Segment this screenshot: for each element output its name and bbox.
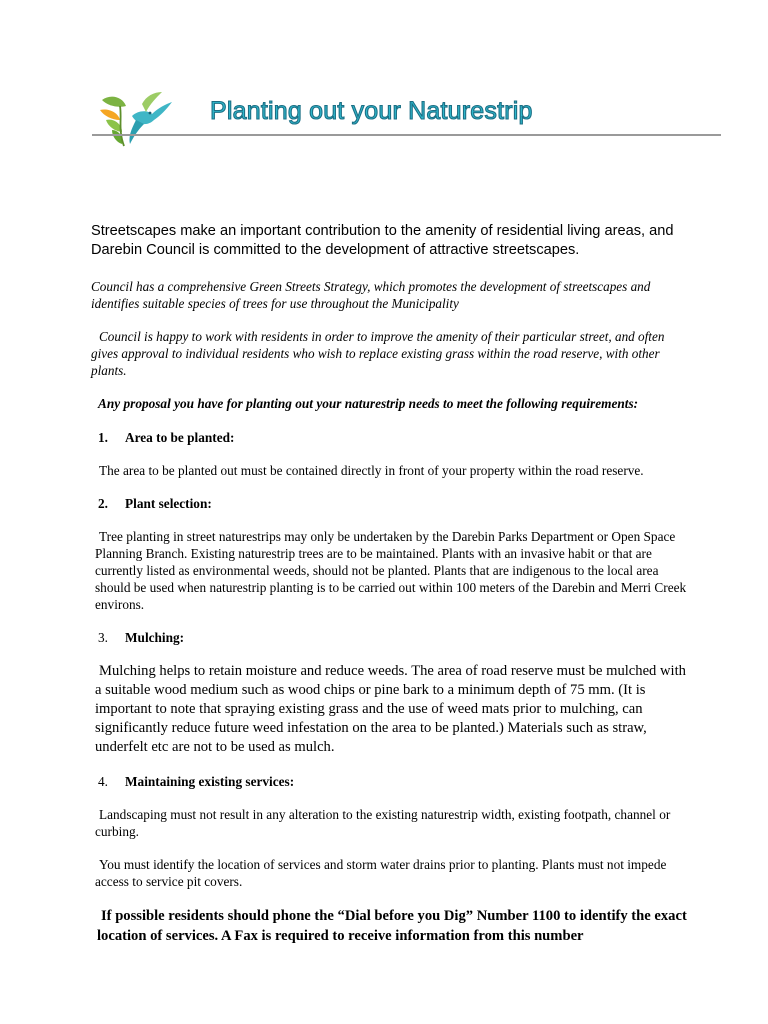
strategy-paragraph: Council has a comprehensive Green Streets Strategy, which promotes the development of streetscapes and identifies suitable species of trees for use throughout the Municipality (91, 279, 651, 311)
section-paragraph: You must identify the location of services and storm water drains prior to planting. Plants must not impede access to service pit covers. (95, 857, 667, 889)
section-title: Maintaining existing services: (125, 774, 295, 789)
council-happy-paragraph: Council is happy to work with residents in order to improve the amenity of their particular street, and often gives approval to individual residents who wish to replace existing grass within the road reserve, with other plants. (91, 329, 665, 378)
section-paragraph: Landscaping must not result in any alteration to the existing naturestrip width, existing footpath, channel or curbing. (95, 807, 671, 839)
document-header (92, 86, 721, 156)
section-paragraph: Mulching helps to retain moisture and reduce weeds. The area of road reserve must be mulched with a suitable wood medium such as wood chips or pine bark to a minimum depth of 75 mm. (It is important to note that spraying existing grass and the use of weed mats prior to mulching, can significantly reduce future weed infestation on the area to be planted.) Materials such as straw, underfelt etc are not to be used as mulch. (95, 663, 686, 755)
page-title: Planting out your Naturestrip (210, 97, 533, 125)
closing-paragraph: If possible residents should phone the “Dial before you Dig” Number 1100 to identify the exact location of services. A Fax is required to receive information from this number (97, 908, 687, 944)
section-paragraph: Tree planting in street naturestrips may only be undertaken by the Darebin Parks Department or Open Space Planning Branch. Existing naturestrip trees are to be maintained. Plants with an invasive habit or that are currently listed as environmental weeds, should not be planted. Plants that are indigenous to the local area should be used when naturestrip planting is to be carried out within 100 meters of the Darebin and Merri Creek environs. (95, 529, 687, 612)
bird-leaf-logo-icon (92, 86, 174, 156)
section-number: 2. (98, 496, 108, 511)
section-title: Mulching: (125, 630, 185, 645)
section-number: 4. (98, 774, 108, 789)
document-body (91, 222, 691, 946)
requirements-intro: Any proposal you have for planting out your naturestrip needs to meet the following requirements: (98, 396, 639, 411)
intro-paragraph: Streetscapes make an important contribution to the amenity of residential living areas, and Darebin Council is committed to the development of attractive streetscapes. (91, 223, 674, 258)
header-divider (92, 134, 721, 136)
section-heading-services (98, 773, 691, 790)
section-heading-plant-selection (98, 495, 691, 512)
section-paragraph: The area to be planted out must be contained directly in front of your property within the road reserve. (99, 463, 644, 478)
section-number: 1. (98, 430, 108, 445)
section-heading-area (98, 429, 691, 446)
section-title: Plant selection: (125, 496, 212, 511)
section-title: Area to be planted: (125, 430, 235, 445)
section-heading-mulching (98, 629, 691, 646)
section-number: 3. (98, 630, 108, 645)
